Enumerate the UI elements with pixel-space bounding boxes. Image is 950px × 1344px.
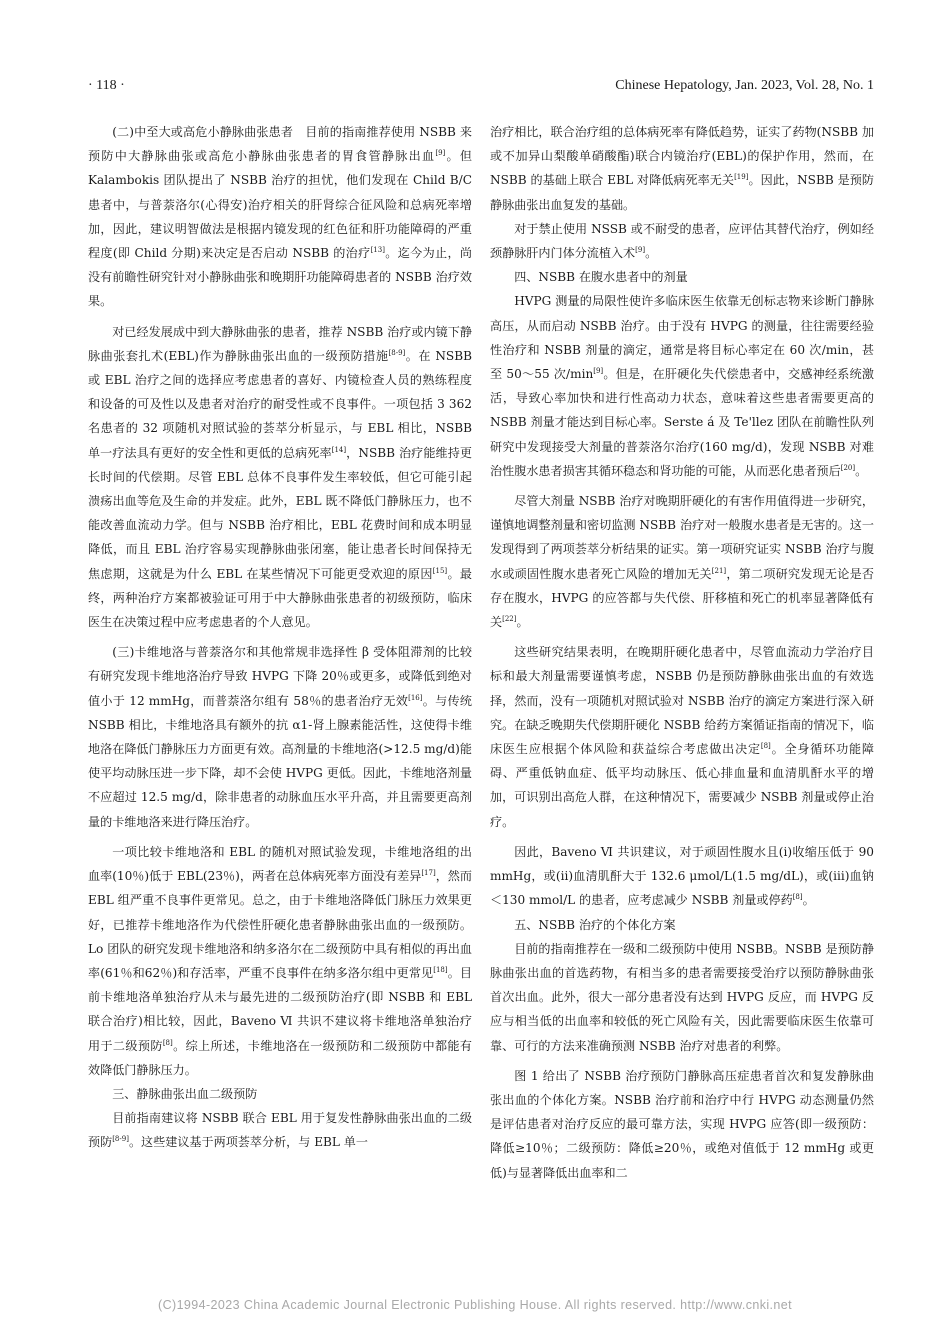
paragraph-text: 治疗相比，联合治疗组的总体病死率有降低趋势，证实了药物(NSBB 加或不加异山梨酸单硝酸酯)联合内镜治疗(EBL)的保护作用，然而，在 NSBB 的基础上联合 EBL 对降低病死率无关 — [490, 125, 874, 188]
paragraph-text: ，第二项研究发现无论是否存在腹水，HVPG 的应答都与失代偿、肝移植和死亡的机率显著降低有关 — [490, 566, 874, 630]
paragraph — [88, 120, 472, 314]
section-heading: 四、NSBB 在腹水患者中的剂量 — [514, 270, 688, 285]
paragraph-text: ，NSBB 治疗能维持更长时间的代偿期。尽管 EBL 总体不良事件发生率较低，但它可能引起溃疡出血等危及生命的并发症。此外，EBL 既不降低门静脉压力，也不能改善血流动力学。但与 NSBB 治疗相比，EBL 花费时间和成本明显降低，而且 EBL 治疗容易实现静脉曲张闭塞，能让患者长时间保持无焦虑期，这就是为什么 EBL 在某些情况下可能更受欢迎的原因 — [88, 445, 472, 581]
paragraph-text: 。因此，NSBB 是预防静脉曲张出血复发的基础。 — [490, 173, 874, 212]
paragraph — [490, 217, 874, 265]
paragraph — [88, 1106, 472, 1154]
paragraph-text: 。最终，两种治疗方案都被验证可用于中大静脉曲张患者的初级预防，临床医生在决策过程中应考虑患者的个人意见。 — [88, 566, 472, 630]
paragraph — [490, 1064, 874, 1185]
paragraph-text: 对于禁止使用 NSSB 或不耐受的患者，应评估其替代治疗，例如经颈静脉肝内门体分流植入术 — [490, 221, 874, 261]
paragraph-text: 。在 NSBB 或 EBL 治疗之间的选择应考虑患者的喜好、内镜检查人员的熟练程度和设备的可及性以及患者对治疗的耐受性或不良事件。一项包括 3 362 名患者的 32 项随机对照试验的荟萃分析显示，与 EBL 相比，NSBB 单一疗法具有更好的安全性和更低的总病死率 — [88, 348, 472, 460]
citation-ref: [19] — [734, 173, 749, 182]
paragraph-text: 。 — [855, 463, 868, 478]
citation-ref: [9] — [635, 245, 646, 254]
paragraph-text: 目前指南建议将 NSBB 联合 EBL 用于复发性静脉曲张出血的二级预防 — [88, 1111, 472, 1150]
paragraph-text: HVPG 测量的局限性使许多临床医生依靠无创标志物来诊断门静脉高压，从而启动 NSBB 治疗。由于没有 HVPG 的测量，往往需要经验性治疗和 NSBB 剂量的滴定，通常是将目标心率定在 60 次/min，甚至 50～55 次/min — [490, 294, 874, 382]
paragraph — [88, 320, 472, 635]
paragraph-text: 。这些建议基于两项荟萃分析，与 EBL 单一 — [128, 1135, 368, 1150]
paragraph — [88, 640, 485, 834]
running-header — [88, 78, 874, 100]
paragraph-text: 尽管大剂量 NSBB 治疗对晚期肝硬化的有害作用值得进一步研究，谨慎地调整剂量和密切监测 NSBB 治疗对一般腹水患者是无害的。这一发现得到了两项荟萃分析结果的证实。第一项研究证实 NSBB 治疗与腹水或顽固性腹水患者死亡风险的增加无关 — [490, 494, 874, 581]
paragraph-text: 因此，Baveno Ⅵ 共识建议，对于顽固性腹水且(i)收缩压低于 90 mmHg，或(ii)血清肌酐大于 132.6 μmol/L(1.5 mg/dL)，或(iii)血钠＜130 mmol/L 的患者，应考虑减少 NSBB 剂量或停药 — [490, 844, 874, 908]
paragraph-text: 。 — [645, 246, 658, 261]
left-column — [88, 120, 485, 1155]
paragraph — [490, 489, 874, 634]
citation-ref: [8-9] — [388, 348, 406, 357]
citation-ref: [17] — [421, 869, 436, 878]
citation-ref: [13] — [370, 245, 385, 254]
paragraph-text: 。但是，在肝硬化失代偿患者中，交感神经系统激活，导致心率加快和进行性高动力状态，意味着这些患者需要更高的 NSBB 剂量才能达到目标心率。Serste á 及 Te'llez 团队在前瞻性队列研究中发现接受大剂量的普萘洛尔治疗(160 mg/d)，发现 NSBB 对难治性腹水患者损害其循环稳态和肾功能的可能，从而恶化患者预后 — [490, 367, 874, 478]
paragraph-text: 。与传统 NSBB 相比，卡维地洛具有额外的抗 α1-肾上腺素能活性，这使得卡维地洛在降低门静脉压力方面更有效。高剂量的卡维地洛(>12.5 mg/d)能使平均动脉压进一步下降，却不会使 HVPG 更低。因此，卡维地洛剂量不应超过 12.5 mg/d，除非患者的动脉血压水平升高，并且需要更高剂量的卡维地洛来进行降压治疗。 — [88, 693, 472, 829]
citation-ref: [15] — [432, 566, 448, 575]
citation-ref: [9] — [435, 149, 446, 158]
paragraph-text: 。迄今为止，尚没有前瞻性研究针对小静脉曲张和晚期肝功能障碍患者的 NSBB 治疗效果。 — [88, 246, 472, 309]
citation-ref: [21] — [711, 566, 727, 575]
paragraph-text: ，然而 EBL 组严重不良事件更常见。总之，由于卡维地洛降低门脉压力效果更好，已推荐卡维地洛作为代偿性肝硬化患者静脉曲张出血的一级预防。Lo 团队的研究发现卡维地洛和纳多洛尔在二级预防中具有相似的再出血率(61％和62％)和存活率，严重不良事件在纳多洛尔组中更常见 — [88, 869, 472, 980]
paragraph-text: 图 1 给出了 NSBB 治疗预防门静脉高压症患者首次和复发静脉曲张出血的个体化方案。NSBB 治疗前和治疗中行 HVPG 动态测量仍然是评估患者对治疗反应的最可靠方法，实现 HVPG 应答(即一级预防：降低≥10％；二级预防：降低≥20％，或绝对值低于 12 mmHg 或更低)与显著降低出血率和二 — [490, 1068, 874, 1180]
paragraph-text: 目前的指南推荐在一级和二级预防中使用 NSBB。NSBB 是预防静脉曲张出血的首选药物，有相当多的患者需要接受治疗以预防静脉曲张首次出血。此外，很大一部分患者没有达到 HVPG 反应，而 HVPG 反应与相当低的出血率和较低的死亡风险有关，因此需要临床医生依靠可靠、可行的方法来准确预测 NSBB 治疗对患者的利弊。 — [490, 941, 874, 1053]
paragraph — [490, 840, 874, 913]
copyright-footer: (C)1994-2023 China Academic Journal Electronic Publishing House. All rights reserved. http://www.cnki.net — [158, 1298, 792, 1312]
citation-ref: [8] — [162, 1038, 173, 1047]
paragraph — [490, 937, 874, 1058]
page-number: · 118 · — [88, 78, 125, 93]
paragraph — [88, 840, 472, 1082]
paragraph — [490, 289, 874, 483]
citation-ref: [20] — [840, 463, 856, 472]
citation-ref: [9] — [593, 367, 604, 375]
right-column — [490, 120, 874, 1185]
paragraph-text: 这些研究结果表明，在晚期肝硬化患者中，尽管血流动力学治疗目标和最大剂量需要谨慎考虑，NSBB 仍是预防静脉曲张出血的有效选择，然而，没有一项随机对照试验对 NSBB 治疗的滴定方案进行深入研究。在缺乏晚期失代偿期肝硬化 NSBB 给药方案循证指南的情况下，临床医生应根据个体风险和获益综合考虑做出决定 — [490, 645, 874, 757]
citation-ref: [8] — [792, 893, 803, 902]
paragraph-text: 。 — [802, 893, 815, 908]
citation-ref: [16] — [408, 693, 423, 702]
paragraph — [490, 120, 874, 217]
paragraph-text: 。全身循环功能障碍、严重低钠血症、低平均动脉压、低心排血量和血清肌酐水平的增加，可识别出高危人群，在这种情况下，需要减少 NSBB 剂量或停止治疗。 — [490, 742, 874, 829]
paragraph-text: (三)卡维地洛与普萘洛尔和其他常规非选择性 β 受体阻滞剂的比较 有研究发现卡维地洛治疗导致 HVPG 下降 20％或更多，或降低到绝对值小于 12 mmHg，而普萘洛尔组有 58％的患者治疗无效 — [88, 645, 485, 708]
citation-ref: [22] — [502, 615, 517, 624]
section-heading: 五、NSBB 治疗的个体化方案 — [514, 917, 676, 932]
citation-ref: [8] — [760, 742, 771, 751]
paragraph — [490, 640, 874, 834]
paragraph-text: 。目前卡维地洛单独治疗从未与最先进的二级预防治疗(即 NSBB 和 EBL 联合治疗)相比较，因此，Baveno Ⅵ 共识不建议将卡维地洛单独治疗用于二级预防 — [88, 965, 472, 1053]
paragraph-text: 。综上所述，卡维地洛在一级预防和二级预防中都能有效降低门静脉压力。 — [88, 1038, 472, 1077]
section-heading: 三、静脉曲张出血二级预防 — [112, 1086, 258, 1101]
citation-ref: [8-9] — [112, 1135, 129, 1144]
paragraph-text: 一项比较卡维地洛和 EBL 的随机对照试验发现，卡维地洛组的出血率(10％)低于 EBL(23％)，两者在总体病死率方面没有差异 — [88, 844, 472, 884]
citation-ref: [14] — [331, 445, 347, 454]
paragraph-text: 。但 Kalambokis 团队提出了 NSBB 治疗的担忧，他们发现在 Child B/C 患者中，与普萘洛尔(心得安)治疗相关的肝肾综合征风险和总病死率增加，因此，建议明智做法是根据内镜发现的红色征和肝功能障碍的严重程度(即 Child 分期)来决定是否启动 NSBB 的治疗 — [88, 149, 472, 261]
paragraph-text: 。 — [516, 615, 529, 630]
paragraph-text: (二)中至大或高危小静脉曲张患者 目前的指南推荐使用 NSBB 来预防中大静脉曲张或高危小静脉曲张患者的胃食管静脉出血 — [88, 125, 472, 164]
citation-ref: [18] — [433, 965, 448, 974]
journal-citation: Chinese Hepatology, Jan. 2023, Vol. 28, No. 1 — [615, 78, 874, 93]
paragraph-text: 对已经发展成中到大静脉曲张的患者，推荐 NSBB 治疗或内镜下静脉曲张套扎术(EBL)作为静脉曲张出血的一级预防措施 — [88, 324, 472, 363]
